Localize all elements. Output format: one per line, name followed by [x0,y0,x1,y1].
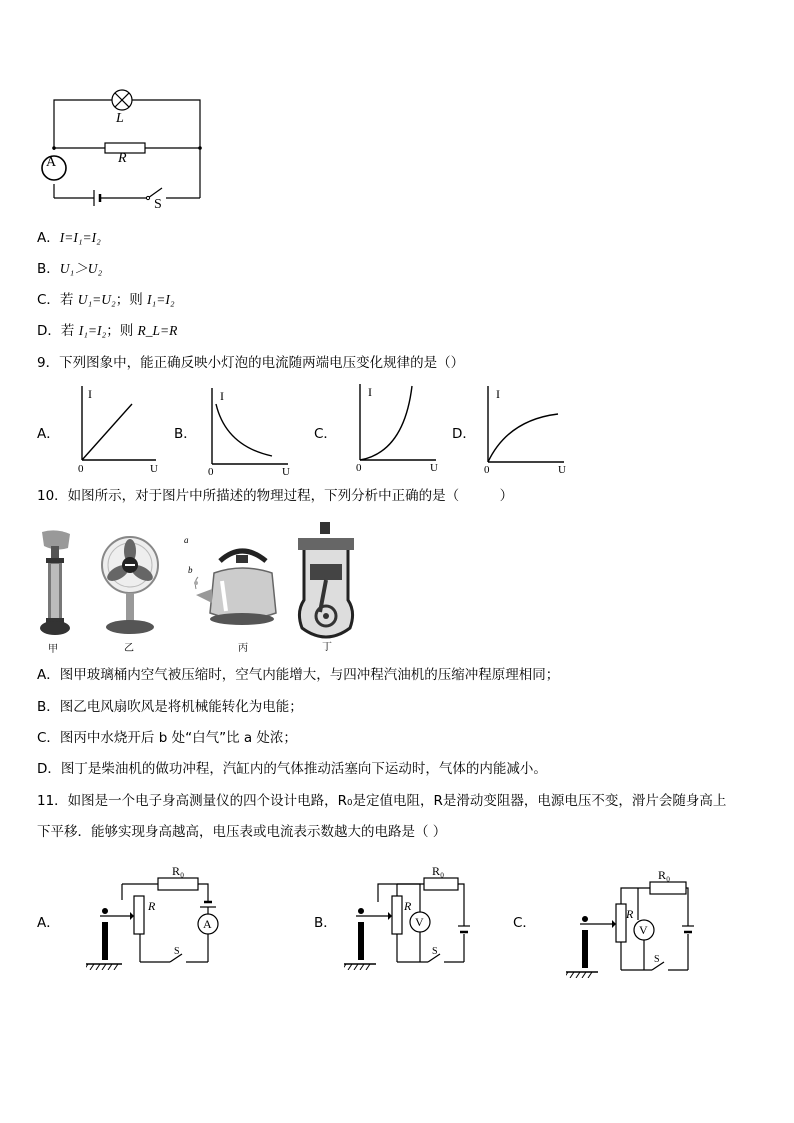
q8-option-d: D．若 I₁=I₂；则 R_L=R [37,323,178,339]
lamp-label: L [116,111,124,126]
q11-stem-line1: 11．如图是一个电子身高测量仪的四个设计电路，R₀是定值电阻，R是滑动变阻器，电源电压不变，滑片会随身高上 [37,793,727,809]
svg-text:0: 0 [484,464,490,474]
svg-text:U: U [150,463,158,474]
svg-text:I: I [220,389,224,403]
q8-option-a: A．I=I₁=I₂ [37,230,101,246]
q8-option-c: C．若 U₁=U₂；则 I₁=I₂ [37,292,175,308]
q11-circuit-b [344,860,474,970]
svg-text:R₀: R₀ [658,868,671,882]
q11-stem-line2: 下平移．能够实现身高越高，电压表或电流表示数越大的电路是（ ） [37,824,447,840]
svg-text:丙: 丙 [238,643,248,654]
q9-option-c-label: C． [314,426,337,442]
q10-option-d: D．图丁是柴油机的做功冲程，汽缸内的气体推动活塞向下运动时，气体的内能减小。 [37,761,547,777]
svg-text:0: 0 [356,462,362,472]
svg-text:V: V [415,915,424,929]
q9-graph-c [350,380,442,472]
pic-jia-compression-cylinder [36,528,78,658]
q9-graph-a [72,382,162,474]
pic-yi-electric-fan [100,533,162,657]
svg-text:V: V [639,923,648,937]
svg-text:U: U [430,462,438,472]
svg-text:I: I [368,385,372,399]
svg-text:R: R [626,907,634,921]
resistor-label: R [118,151,127,166]
q11-circuit-c [566,868,698,978]
svg-text:I: I [88,387,92,401]
svg-text:甲: 甲 [48,644,58,655]
svg-text:乙: 乙 [124,643,134,654]
svg-text:U: U [282,466,290,476]
svg-text:b: b [188,565,193,575]
svg-text:S: S [432,946,438,957]
q9-graph-b [202,384,294,476]
svg-text:R: R [404,899,412,913]
q9-graph-d [478,382,570,474]
ammeter-label: A [46,155,57,170]
q10-option-b: B．图乙电风扇吹风是将机械能转化为电能； [37,699,303,715]
q11-option-a-label: A． [37,915,60,931]
pic-bing-kettle [182,533,284,657]
svg-text:R₀: R₀ [432,864,445,878]
svg-text:丁: 丁 [322,642,332,653]
svg-text:R: R [148,899,156,913]
svg-text:S: S [174,946,180,957]
svg-text:0: 0 [78,463,84,474]
q11-option-c-label: C． [513,915,536,931]
svg-text:A: A [203,917,212,931]
svg-text:0: 0 [208,466,214,476]
q8-option-b: B．U₁＞U₂ [37,261,103,277]
svg-text:S: S [654,954,660,965]
q10-option-c: C．图丙中水烧开后 b 处“白气”比 a 处浓； [37,730,297,746]
q9-option-d-label: D． [452,426,476,442]
q9-option-b-label: B． [174,426,197,442]
q10-option-a: A．图甲玻璃桶内空气被压缩时，空气内能增大，与四冲程汽油机的压缩冲程原理相同； [37,667,560,683]
q11-circuit-a [86,860,222,970]
switch-label: S [154,197,162,210]
q9-stem: 9．下列图象中，能正确反映小灯泡的电流随两端电压变化规律的是（） [37,355,465,371]
svg-text:U: U [558,464,566,474]
svg-text:I: I [496,387,500,401]
q10-stem: 10．如图所示，对于图片中所描述的物理过程，下列分析中正确的是（ ） [37,488,514,504]
circuit-diagram-q8 [38,86,210,210]
svg-text:R₀: R₀ [172,864,185,878]
q9-option-a-label: A． [37,426,60,442]
pic-ding-diesel-engine [290,520,362,656]
svg-text:a: a [184,535,189,545]
q11-option-b-label: B． [314,915,337,931]
